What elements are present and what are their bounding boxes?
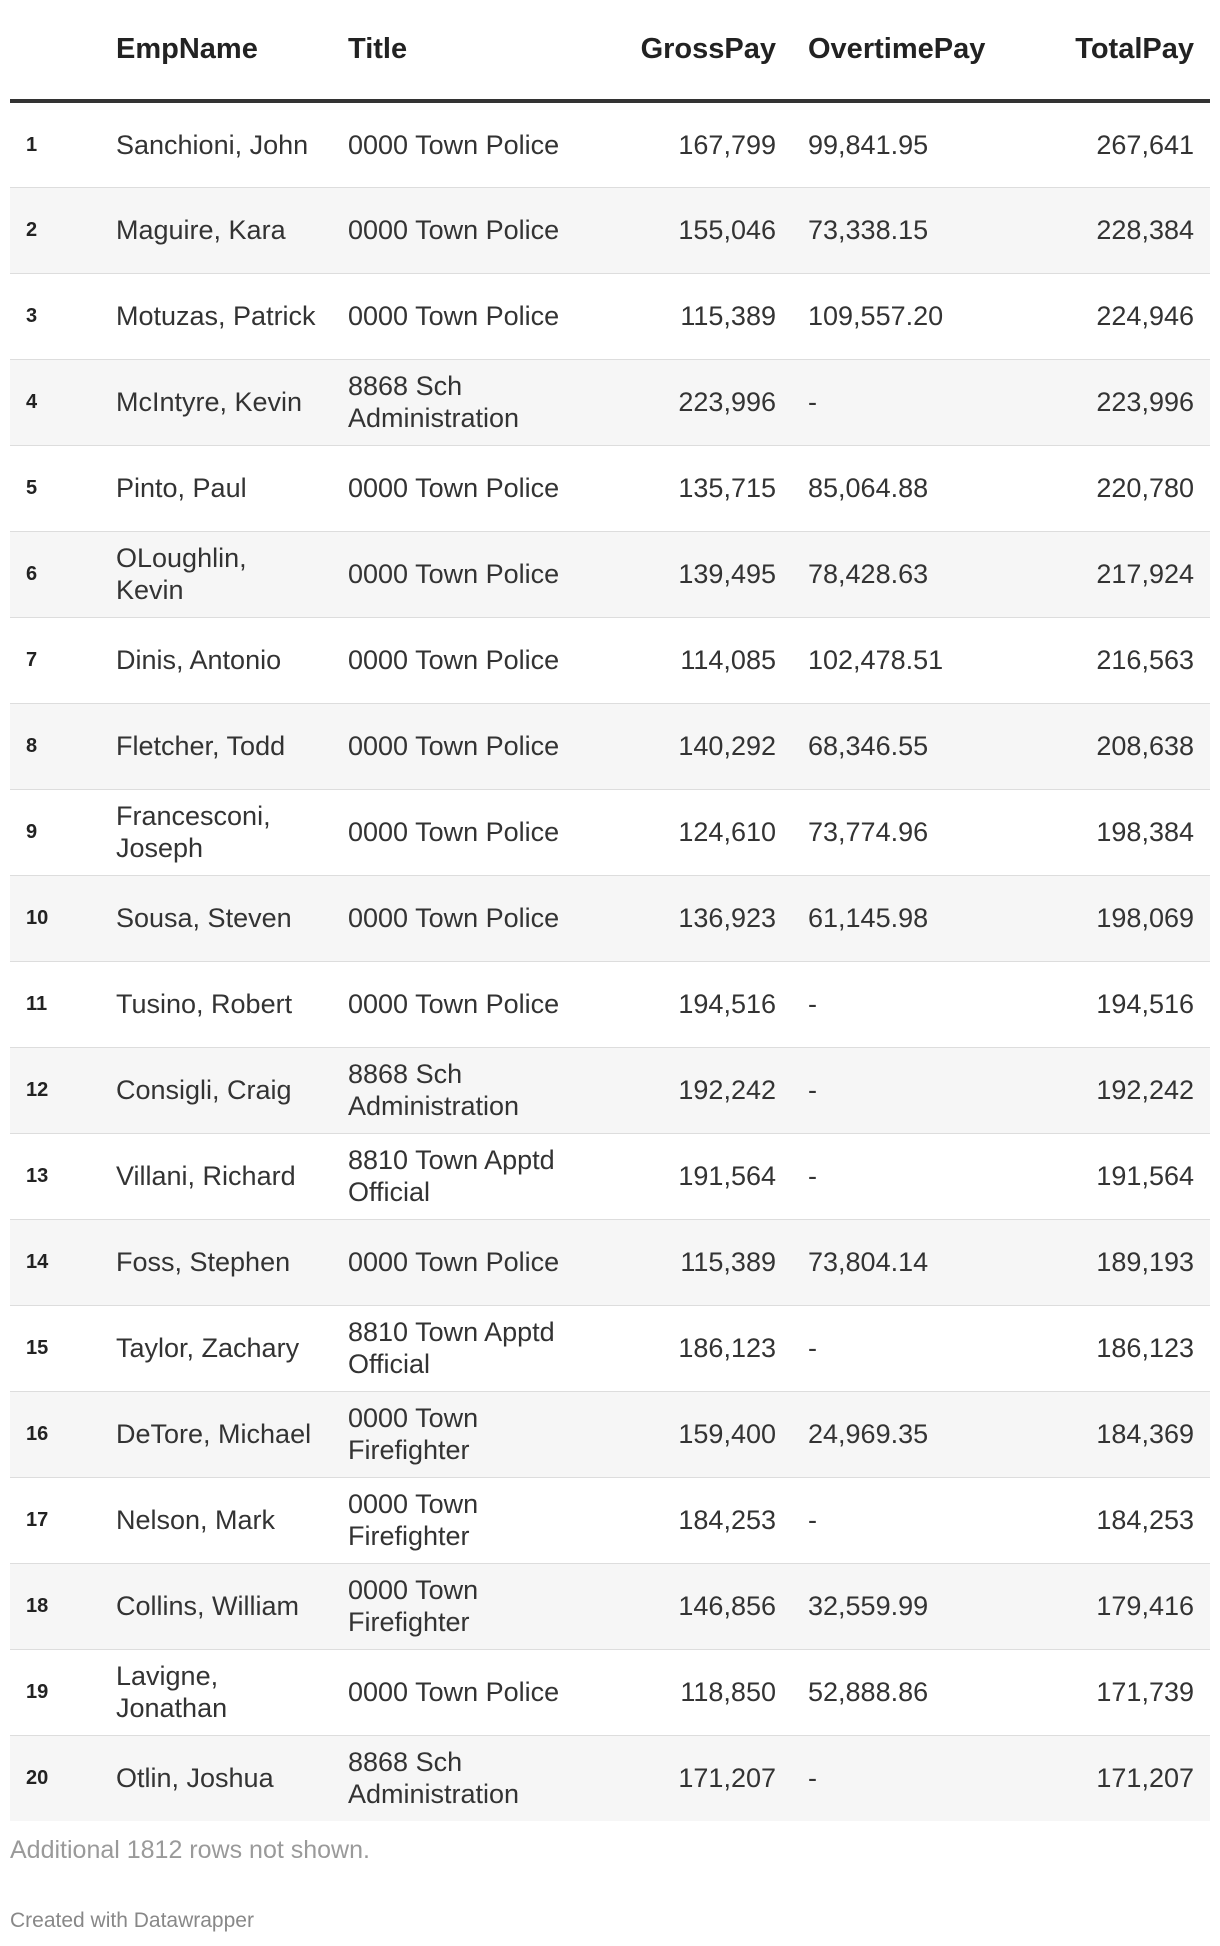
totalpay-cell: 184,253 (1032, 1477, 1210, 1563)
totalpay-cell: 223,996 (1032, 359, 1210, 445)
column-header-empname[interactable]: EmpName (100, 0, 332, 101)
table-row (10, 359, 1210, 445)
payroll-table (10, 0, 1210, 1821)
rank-cell: 9 (10, 789, 100, 875)
overtimepay-cell: - (792, 1477, 1032, 1563)
table-row (10, 445, 1210, 531)
table-row (10, 187, 1210, 273)
rank-cell: 17 (10, 1477, 100, 1563)
totalpay-cell: 194,516 (1032, 961, 1210, 1047)
title-cell: 0000 Town Firefighter (332, 1563, 602, 1649)
empname-cell: Maguire, Kara (100, 187, 332, 273)
overtimepay-cell: - (792, 961, 1032, 1047)
rank-cell: 2 (10, 187, 100, 273)
rank-cell: 12 (10, 1047, 100, 1133)
rank-cell: 18 (10, 1563, 100, 1649)
empname-cell: Otlin, Joshua (116, 1763, 274, 1794)
overtimepay-cell: 32,559.99 (792, 1563, 1032, 1649)
column-header-title[interactable]: Title (332, 0, 602, 101)
column-header-overtimepay[interactable]: OvertimePay (792, 0, 1032, 101)
table-row (10, 101, 1210, 187)
grosspay-cell: 191,564 (602, 1133, 792, 1219)
table-row (10, 1563, 1210, 1649)
overtimepay-cell: 85,064.88 (792, 445, 1032, 531)
overtimepay-cell: - (808, 1763, 817, 1794)
title-cell: 0000 Town Police (332, 1219, 602, 1305)
totalpay-cell: 208,638 (1032, 703, 1210, 789)
empname-cell: Taylor, Zachary (100, 1305, 332, 1391)
table-notes: Additional 1812 rows not shown. (10, 1836, 370, 1864)
rank-cell: 5 (10, 445, 100, 531)
title-cell: 0000 Town Police (332, 961, 602, 1047)
empname-cell: Francesconi, Joseph (100, 789, 332, 875)
datawrapper-credit: Created with Datawrapper (10, 1909, 254, 1932)
totalpay-cell: 216,563 (1032, 617, 1210, 703)
rank-cell: 14 (10, 1219, 100, 1305)
empname-cell: Foss, Stephen (100, 1219, 332, 1305)
grosspay-cell: 114,085 (602, 617, 792, 703)
rank-cell: 15 (10, 1305, 100, 1391)
grosspay-cell: 136,923 (602, 875, 792, 961)
title-cell: 0000 Town Police (332, 1649, 602, 1735)
table-row (10, 875, 1210, 961)
overtimepay-cell: - (792, 359, 1032, 445)
overtimepay-cell: 102,478.51 (792, 617, 1032, 703)
totalpay-cell: 198,069 (1032, 875, 1210, 961)
grosspay-cell: 167,799 (602, 101, 792, 187)
totalpay-cell: 171,207 (1096, 1763, 1194, 1794)
overtimepay-cell: 52,888.86 (792, 1649, 1032, 1735)
title-cell: 0000 Town Police (332, 617, 602, 703)
grosspay-cell: 118,850 (602, 1649, 792, 1735)
column-header-rank[interactable] (10, 0, 100, 101)
grosspay-cell: 155,046 (602, 187, 792, 273)
overtimepay-cell: 99,841.95 (792, 101, 1032, 187)
grosspay-cell: 184,253 (602, 1477, 792, 1563)
title-cell: 0000 Town Police (332, 531, 602, 617)
empname-cell: Dinis, Antonio (100, 617, 332, 703)
table-header (10, 0, 1210, 101)
grosspay-cell: 223,996 (602, 359, 792, 445)
totalpay-cell: 186,123 (1032, 1305, 1210, 1391)
title-cell: 8868 Sch Administration (332, 1047, 602, 1133)
table-row (10, 1047, 1210, 1133)
title-cell: 0000 Town Police (332, 187, 602, 273)
grosspay-cell: 139,495 (602, 531, 792, 617)
title-cell: 0000 Town Police (332, 703, 602, 789)
grosspay-cell: 115,389 (602, 1219, 792, 1305)
title-cell: 0000 Town Police (332, 101, 602, 187)
table-row (10, 1735, 1210, 1821)
rank-cell: 3 (10, 273, 100, 359)
grosspay-cell: 124,610 (602, 789, 792, 875)
totalpay-cell: 171,739 (1032, 1649, 1210, 1735)
title-cell: 0000 Town Police (332, 789, 602, 875)
totalpay-cell: 220,780 (1032, 445, 1210, 531)
table-row (10, 1391, 1210, 1477)
empname-cell: Motuzas, Patrick (100, 273, 332, 359)
table-container (10, 0, 1210, 1821)
rank-cell: 10 (10, 875, 100, 961)
overtimepay-cell: - (792, 1133, 1032, 1219)
empname-cell: Pinto, Paul (100, 445, 332, 531)
table-row (10, 789, 1210, 875)
title-cell: 8868 Sch Administration (332, 359, 602, 445)
totalpay-cell: 179,416 (1032, 1563, 1210, 1649)
empname-cell: DeTore, Michael (100, 1391, 332, 1477)
rank-cell: 16 (10, 1391, 100, 1477)
title-cell: 0000 Town Police (332, 273, 602, 359)
rank-cell: 6 (10, 531, 100, 617)
table-row (10, 617, 1210, 703)
table-body (10, 101, 1210, 1821)
empname-cell: Sanchioni, John (100, 101, 332, 187)
empname-cell: Collins, William (100, 1563, 332, 1649)
totalpay-cell: 189,193 (1032, 1219, 1210, 1305)
grosspay-cell: 135,715 (602, 445, 792, 531)
overtimepay-cell: 73,804.14 (792, 1219, 1032, 1305)
grosspay-cell: 159,400 (602, 1391, 792, 1477)
title-cell: 0000 Town Firefighter (332, 1477, 602, 1563)
totalpay-cell: 192,242 (1032, 1047, 1210, 1133)
rank-cell: 4 (10, 359, 100, 445)
overtimepay-cell: 73,338.15 (792, 187, 1032, 273)
empname-cell: Sousa, Steven (100, 875, 332, 961)
totalpay-cell: 228,384 (1032, 187, 1210, 273)
overtimepay-cell: 78,428.63 (792, 531, 1032, 617)
overtimepay-cell: 68,346.55 (792, 703, 1032, 789)
empname-cell: Lavigne, Jonathan (100, 1649, 332, 1735)
totalpay-cell: 191,564 (1032, 1133, 1210, 1219)
grosspay-cell: 194,516 (602, 961, 792, 1047)
overtimepay-cell: 73,774.96 (792, 789, 1032, 875)
rank-cell: 11 (10, 961, 100, 1047)
table-row (10, 1477, 1210, 1563)
title-cell: 0000 Town Police (332, 875, 602, 961)
grosspay-cell: 186,123 (602, 1305, 792, 1391)
totalpay-cell: 184,369 (1032, 1391, 1210, 1477)
title-cell: 8868 Sch Administration (348, 1747, 520, 1810)
rank-cell: 19 (10, 1649, 100, 1735)
column-header-grosspay[interactable]: GrossPay (602, 0, 792, 101)
empname-cell: Tusino, Robert (100, 961, 332, 1047)
table-row (10, 273, 1210, 359)
table-row (10, 1305, 1210, 1391)
title-cell: 8810 Town Apptd Official (332, 1305, 602, 1391)
totalpay-cell: 267,641 (1032, 101, 1210, 187)
grosspay-cell: 146,856 (602, 1563, 792, 1649)
overtimepay-cell: 109,557.20 (792, 273, 1032, 359)
column-header-totalpay[interactable]: TotalPay (1032, 0, 1210, 101)
overtimepay-cell: 24,969.35 (792, 1391, 1032, 1477)
table-row (10, 1133, 1210, 1219)
rank-cell: 20 (26, 1767, 49, 1790)
overtimepay-cell: - (792, 1047, 1032, 1133)
totalpay-cell: 217,924 (1032, 531, 1210, 617)
empname-cell: McIntyre, Kevin (100, 359, 332, 445)
rank-cell: 13 (10, 1133, 100, 1219)
title-cell: 0000 Town Firefighter (332, 1391, 602, 1477)
header-row (10, 0, 1210, 101)
rank-cell: 1 (10, 101, 100, 187)
grosspay-cell: 192,242 (602, 1047, 792, 1133)
title-cell: 8810 Town Apptd Official (332, 1133, 602, 1219)
overtimepay-cell: - (792, 1305, 1032, 1391)
empname-cell: Nelson, Mark (100, 1477, 332, 1563)
table-row (10, 703, 1210, 789)
empname-cell: Villani, Richard (100, 1133, 332, 1219)
grosspay-cell: 140,292 (602, 703, 792, 789)
table-row (10, 1219, 1210, 1305)
totalpay-cell: 198,384 (1032, 789, 1210, 875)
table-row (10, 531, 1210, 617)
table-row (10, 961, 1210, 1047)
grosspay-cell: 115,389 (602, 273, 792, 359)
empname-cell: Consigli, Craig (100, 1047, 332, 1133)
empname-cell: OLoughlin, Kevin (100, 531, 332, 617)
rank-cell: 8 (10, 703, 100, 789)
table-row (10, 1649, 1210, 1735)
empname-cell: Fletcher, Todd (100, 703, 332, 789)
title-cell: 0000 Town Police (332, 445, 602, 531)
rank-cell: 7 (10, 617, 100, 703)
grosspay-cell: 171,207 (678, 1763, 776, 1794)
totalpay-cell: 224,946 (1032, 273, 1210, 359)
overtimepay-cell: 61,145.98 (792, 875, 1032, 961)
